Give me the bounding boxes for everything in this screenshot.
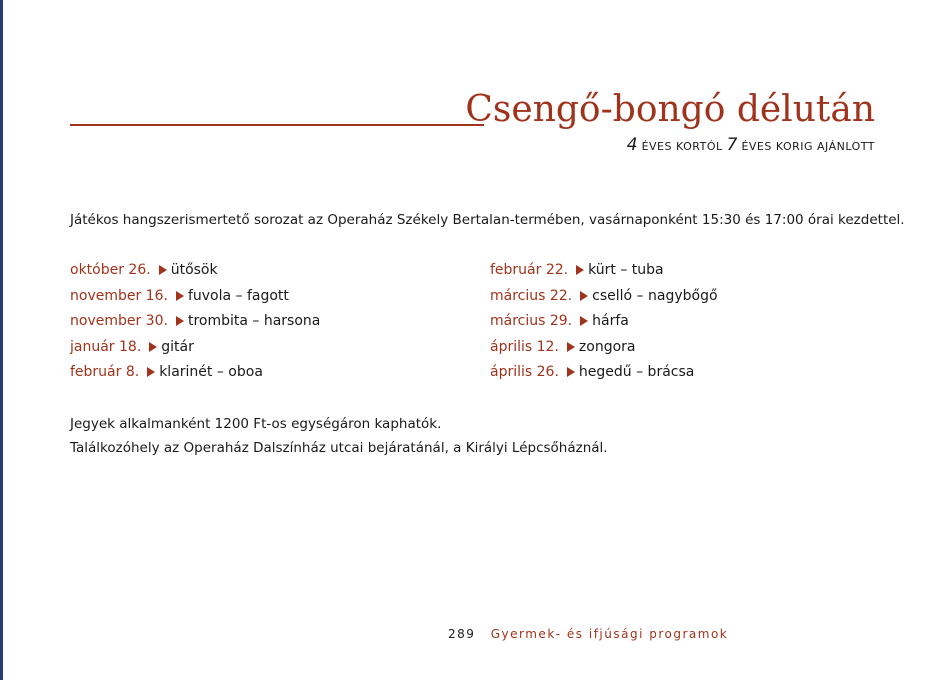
page-footer — [448, 627, 728, 641]
schedule-item — [70, 337, 320, 363]
schedule-item — [490, 362, 718, 388]
age-to-text: ÉVES KORIG AJÁNLOTT — [741, 140, 875, 153]
play-arrow-icon — [580, 316, 588, 326]
play-arrow-icon — [147, 367, 155, 377]
schedule-topic: gitár — [161, 338, 194, 355]
page-number: 289 — [448, 627, 476, 641]
schedule-topic: zongora — [578, 338, 636, 355]
schedule-item — [70, 260, 320, 286]
schedule-date: november 16. — [70, 287, 168, 304]
play-arrow-icon — [159, 265, 167, 275]
schedule-date: november 30. — [70, 313, 168, 329]
schedule-column-left — [70, 260, 320, 388]
schedule-date: április 26. — [490, 364, 559, 380]
schedule-topic: trombita – harsona — [187, 313, 321, 329]
play-arrow-icon — [576, 265, 584, 275]
schedule-item — [70, 286, 320, 312]
age-recommendation — [627, 136, 875, 156]
schedule-topic: cselló – nagybőgő — [592, 287, 718, 304]
schedule-date: január 18. — [70, 338, 142, 355]
play-arrow-icon — [149, 342, 157, 352]
page-edge-rule — [0, 0, 3, 680]
schedule-item — [70, 362, 320, 388]
schedule-date: március 29. — [490, 313, 573, 329]
schedule-date: február 8. — [70, 364, 140, 380]
schedule-item — [490, 286, 718, 312]
schedule-topic: kürt – tuba — [588, 262, 664, 278]
age-to: 7 — [726, 135, 738, 155]
title-rule — [70, 124, 484, 126]
schedule-topic: ütősök — [170, 262, 218, 278]
notes — [70, 412, 608, 460]
play-arrow-icon — [567, 367, 575, 377]
schedule — [70, 260, 890, 390]
age-from-text: ÉVES KORTÓL — [641, 140, 723, 153]
ticket-info: Jegyek alkalmanként 1200 Ft-os egységáron kaphatók. — [70, 416, 442, 432]
schedule-topic: hárfa — [592, 313, 629, 329]
section-name: Gyermek- és ifjúsági programok — [490, 627, 729, 641]
meeting-point-info: Találkozóhely az Operaház Dalszínház utcai bejáratánál, a Királyi Lépcsőháznál. — [70, 440, 608, 456]
schedule-date: október 26. — [70, 262, 151, 278]
age-from: 4 — [626, 135, 638, 155]
play-arrow-icon — [176, 316, 184, 326]
play-arrow-icon — [567, 342, 575, 352]
intro-paragraph: Játékos hangszerismertető sorozat az Operaház Székely Bertalan-termében, vasárnaponként 15:30 és 17:00 órai kezdettel. — [70, 212, 905, 228]
schedule-column-right — [490, 260, 718, 388]
schedule-item — [70, 311, 320, 337]
schedule-topic: klarinét – oboa — [159, 364, 263, 380]
schedule-topic: hegedű – brácsa — [578, 364, 695, 380]
schedule-item — [490, 337, 718, 363]
schedule-date: március 22. — [490, 287, 573, 304]
page-title: Csengő-bongó délután — [465, 89, 875, 130]
play-arrow-icon — [580, 291, 588, 301]
schedule-date: február 22. — [490, 262, 569, 278]
schedule-topic: fuvola – fagott — [187, 287, 289, 304]
schedule-item — [490, 260, 718, 286]
play-arrow-icon — [176, 291, 184, 301]
schedule-item — [490, 311, 718, 337]
schedule-date: április 12. — [490, 338, 559, 355]
